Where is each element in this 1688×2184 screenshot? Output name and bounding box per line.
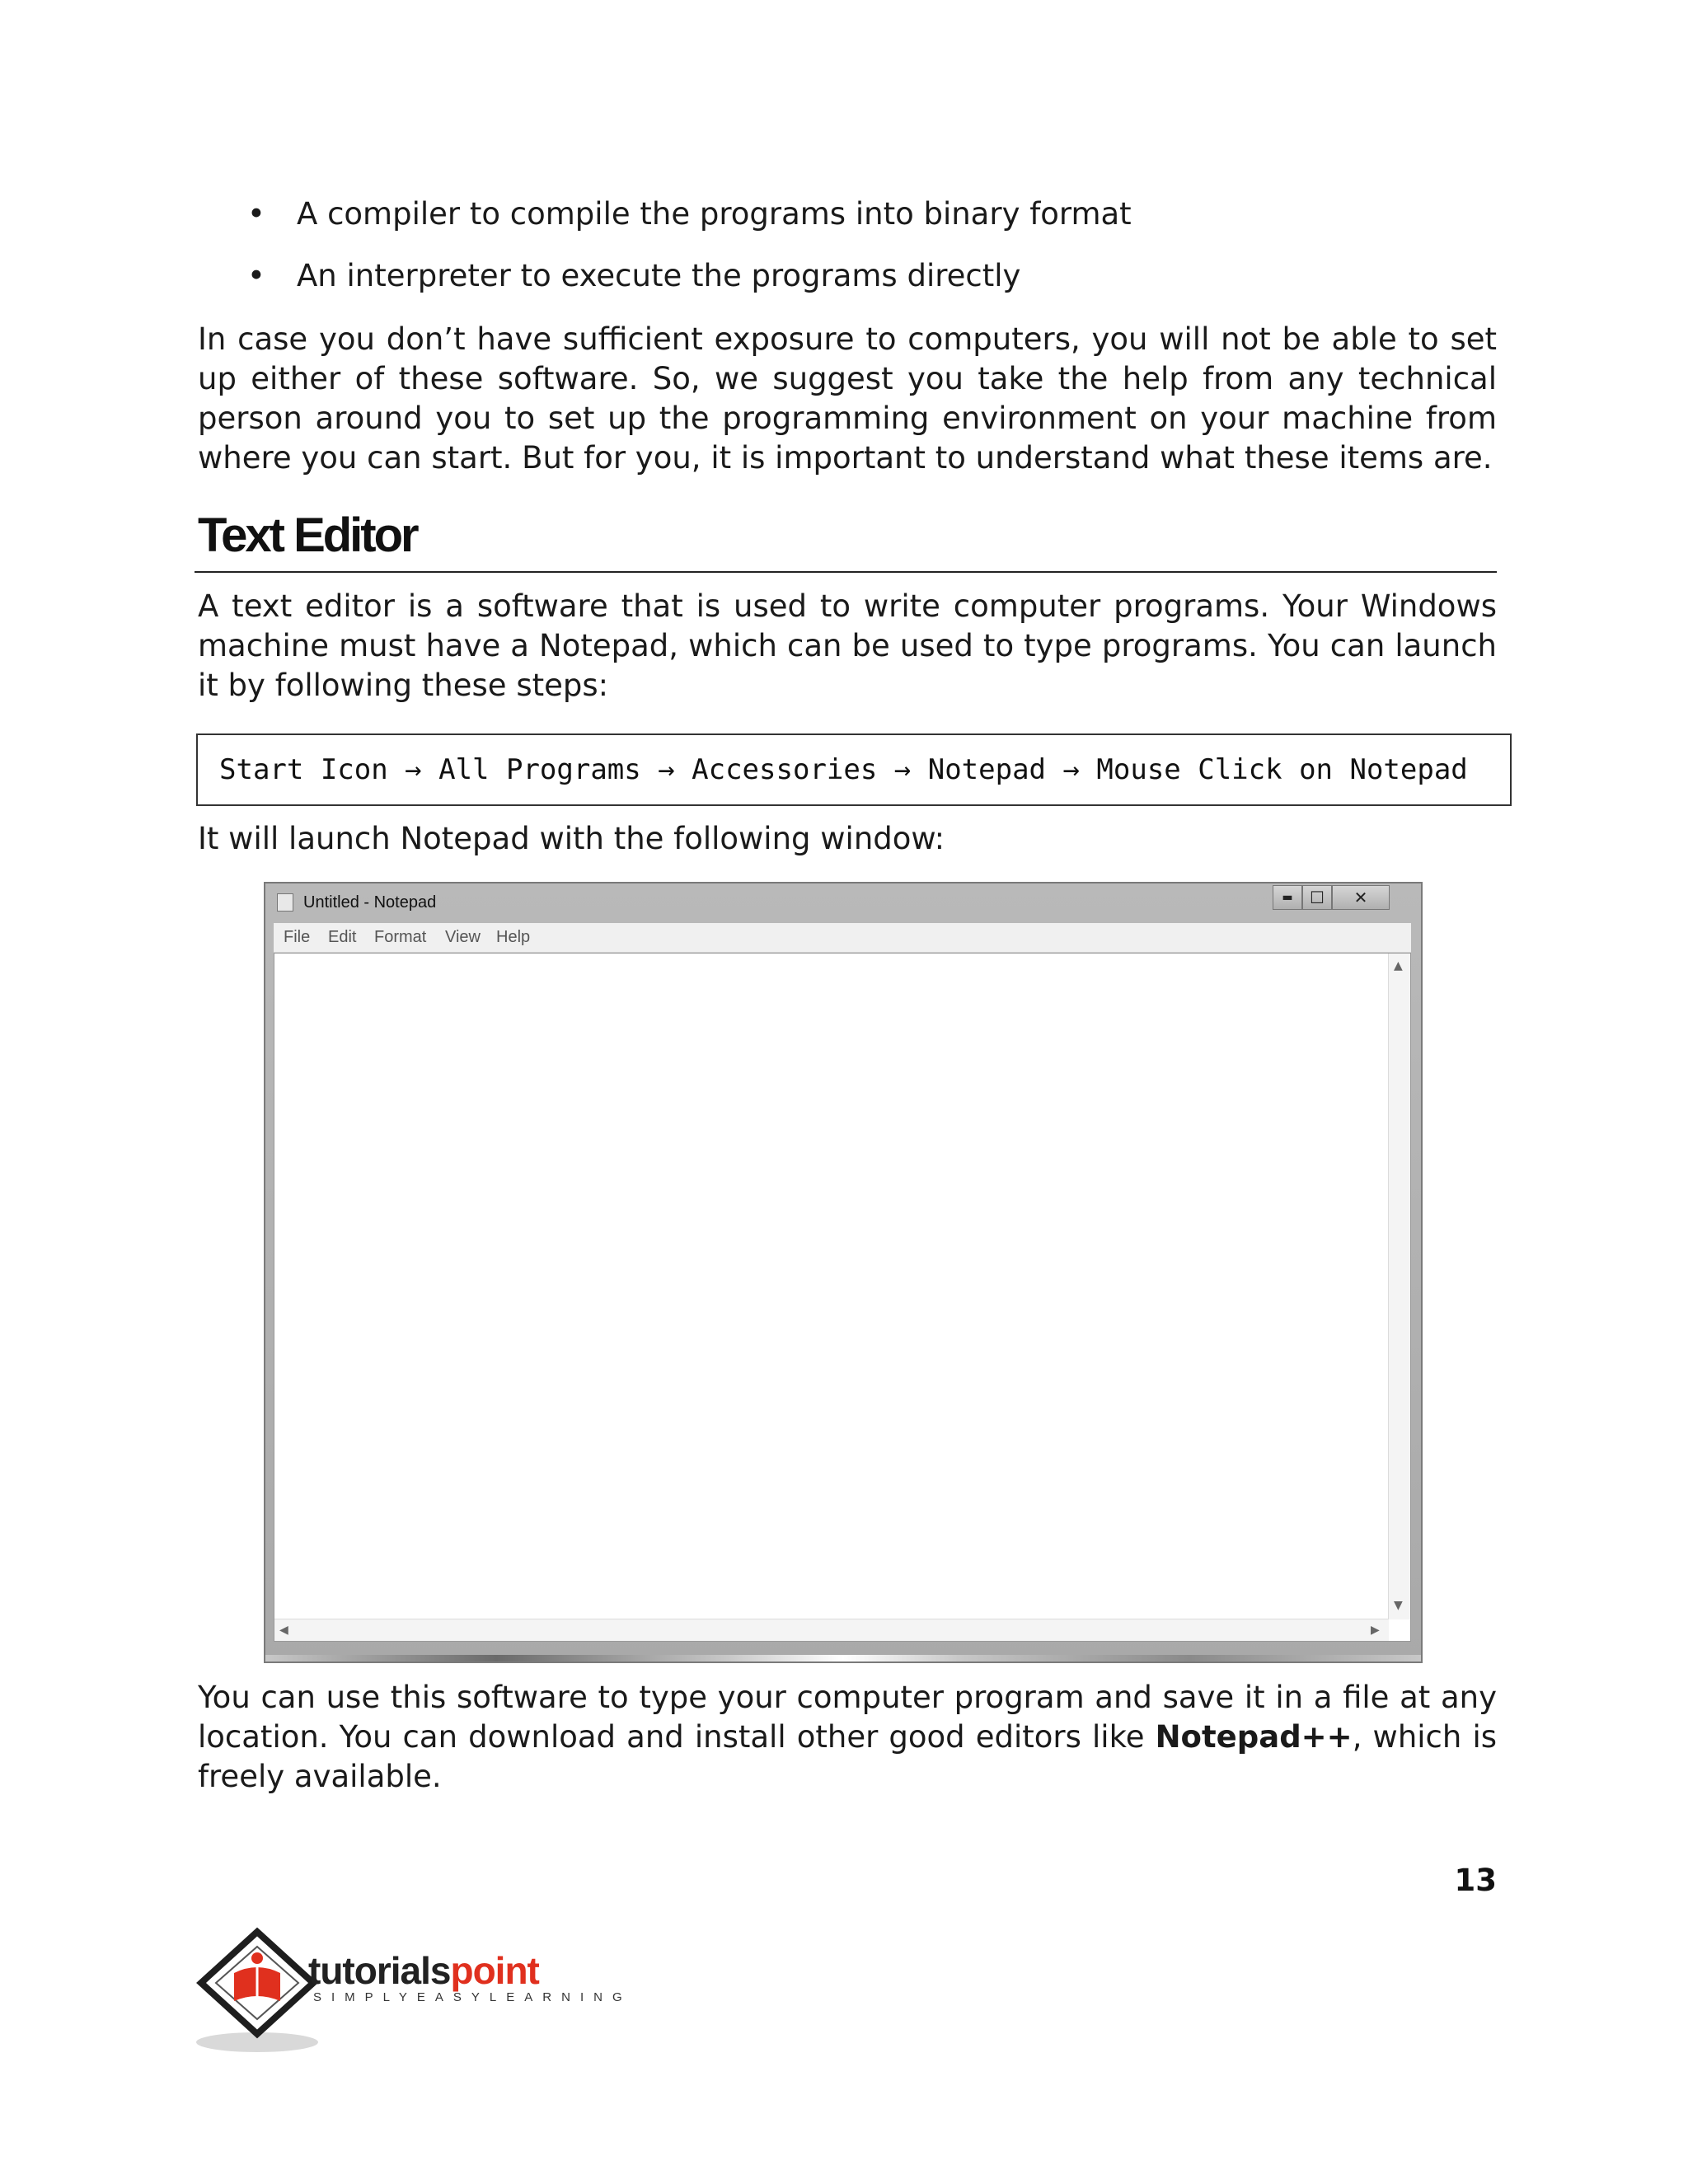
maximize-icon: ☐ (1302, 885, 1332, 910)
logo-wordmark (308, 1948, 539, 1993)
tutorialspoint-logo-icon (191, 1925, 323, 2057)
horizontal-scrollbar (274, 1619, 1389, 1641)
notepad-app-icon (277, 893, 293, 912)
vertical-scrollbar (1388, 954, 1410, 1619)
bullet-dot: • (247, 196, 265, 232)
notepad-edit-area (274, 953, 1411, 1642)
window-bottom-edge (265, 1655, 1421, 1661)
logo-tagline: SIMPLYEASYLEARNING (313, 1990, 632, 2004)
notepad-menubar (274, 923, 1411, 953)
notepad-window-screenshot (264, 882, 1423, 1663)
section-heading: Text Editor (198, 509, 417, 562)
closing-text-b: , which is freely available. (198, 1719, 1498, 1794)
menu-edit: Edit (328, 928, 357, 946)
launch-paragraph: It will launch Notepad with the following window: (198, 821, 945, 856)
menu-file: File (284, 928, 311, 946)
bullet-dot: • (247, 258, 265, 293)
close-icon: ✕ (1332, 885, 1390, 910)
scroll-right-icon: ▶ (1371, 1624, 1380, 1637)
text-editor-paragraph: A text editor is a software that is used to write computer programs. Your Windows machine must have a Notepad, which can be used to type programs. You can launch it by following these steps: (198, 588, 1497, 703)
intro-paragraph: In case you don’t have sufficient exposure to computers, you will not be able to set up either of these software. So, we suggest you take the help from any technical person around you to set up the programming environment on your machine from where you can start. But for you, it is important to understand what these items are. (198, 321, 1497, 476)
menu-help: Help (496, 928, 531, 946)
minimize-icon: ▬ (1273, 885, 1302, 910)
steps-code-box: Start Icon → All Programs → Accessories → Notepad → Mouse Click on Notepad (196, 733, 1512, 806)
bullet-text: An interpreter to execute the programs directly (297, 258, 1021, 293)
closing-text-a: You can use this software to type your computer program and save it in a file at any location. You can download and install other good editors like (198, 1680, 1497, 1755)
bullet-text: A compiler to compile the programs into binary format (297, 196, 1132, 232)
logo-word-point: point (450, 1949, 539, 1992)
menu-view: View (445, 928, 481, 946)
closing-paragraph (198, 1678, 1497, 1797)
heading-divider (195, 571, 1497, 573)
logo-word-tutorials: tutorials (308, 1949, 451, 1992)
notepad-plus-plus: Notepad++ (1155, 1719, 1353, 1755)
scroll-up-icon: ▲ (1394, 959, 1403, 972)
menu-format: Format (374, 928, 427, 946)
notepad-title: Untitled - Notepad (303, 893, 437, 912)
scroll-left-icon: ◀ (279, 1624, 288, 1637)
page-number: 13 (1454, 1863, 1497, 1898)
scroll-down-icon: ▼ (1394, 1599, 1403, 1612)
